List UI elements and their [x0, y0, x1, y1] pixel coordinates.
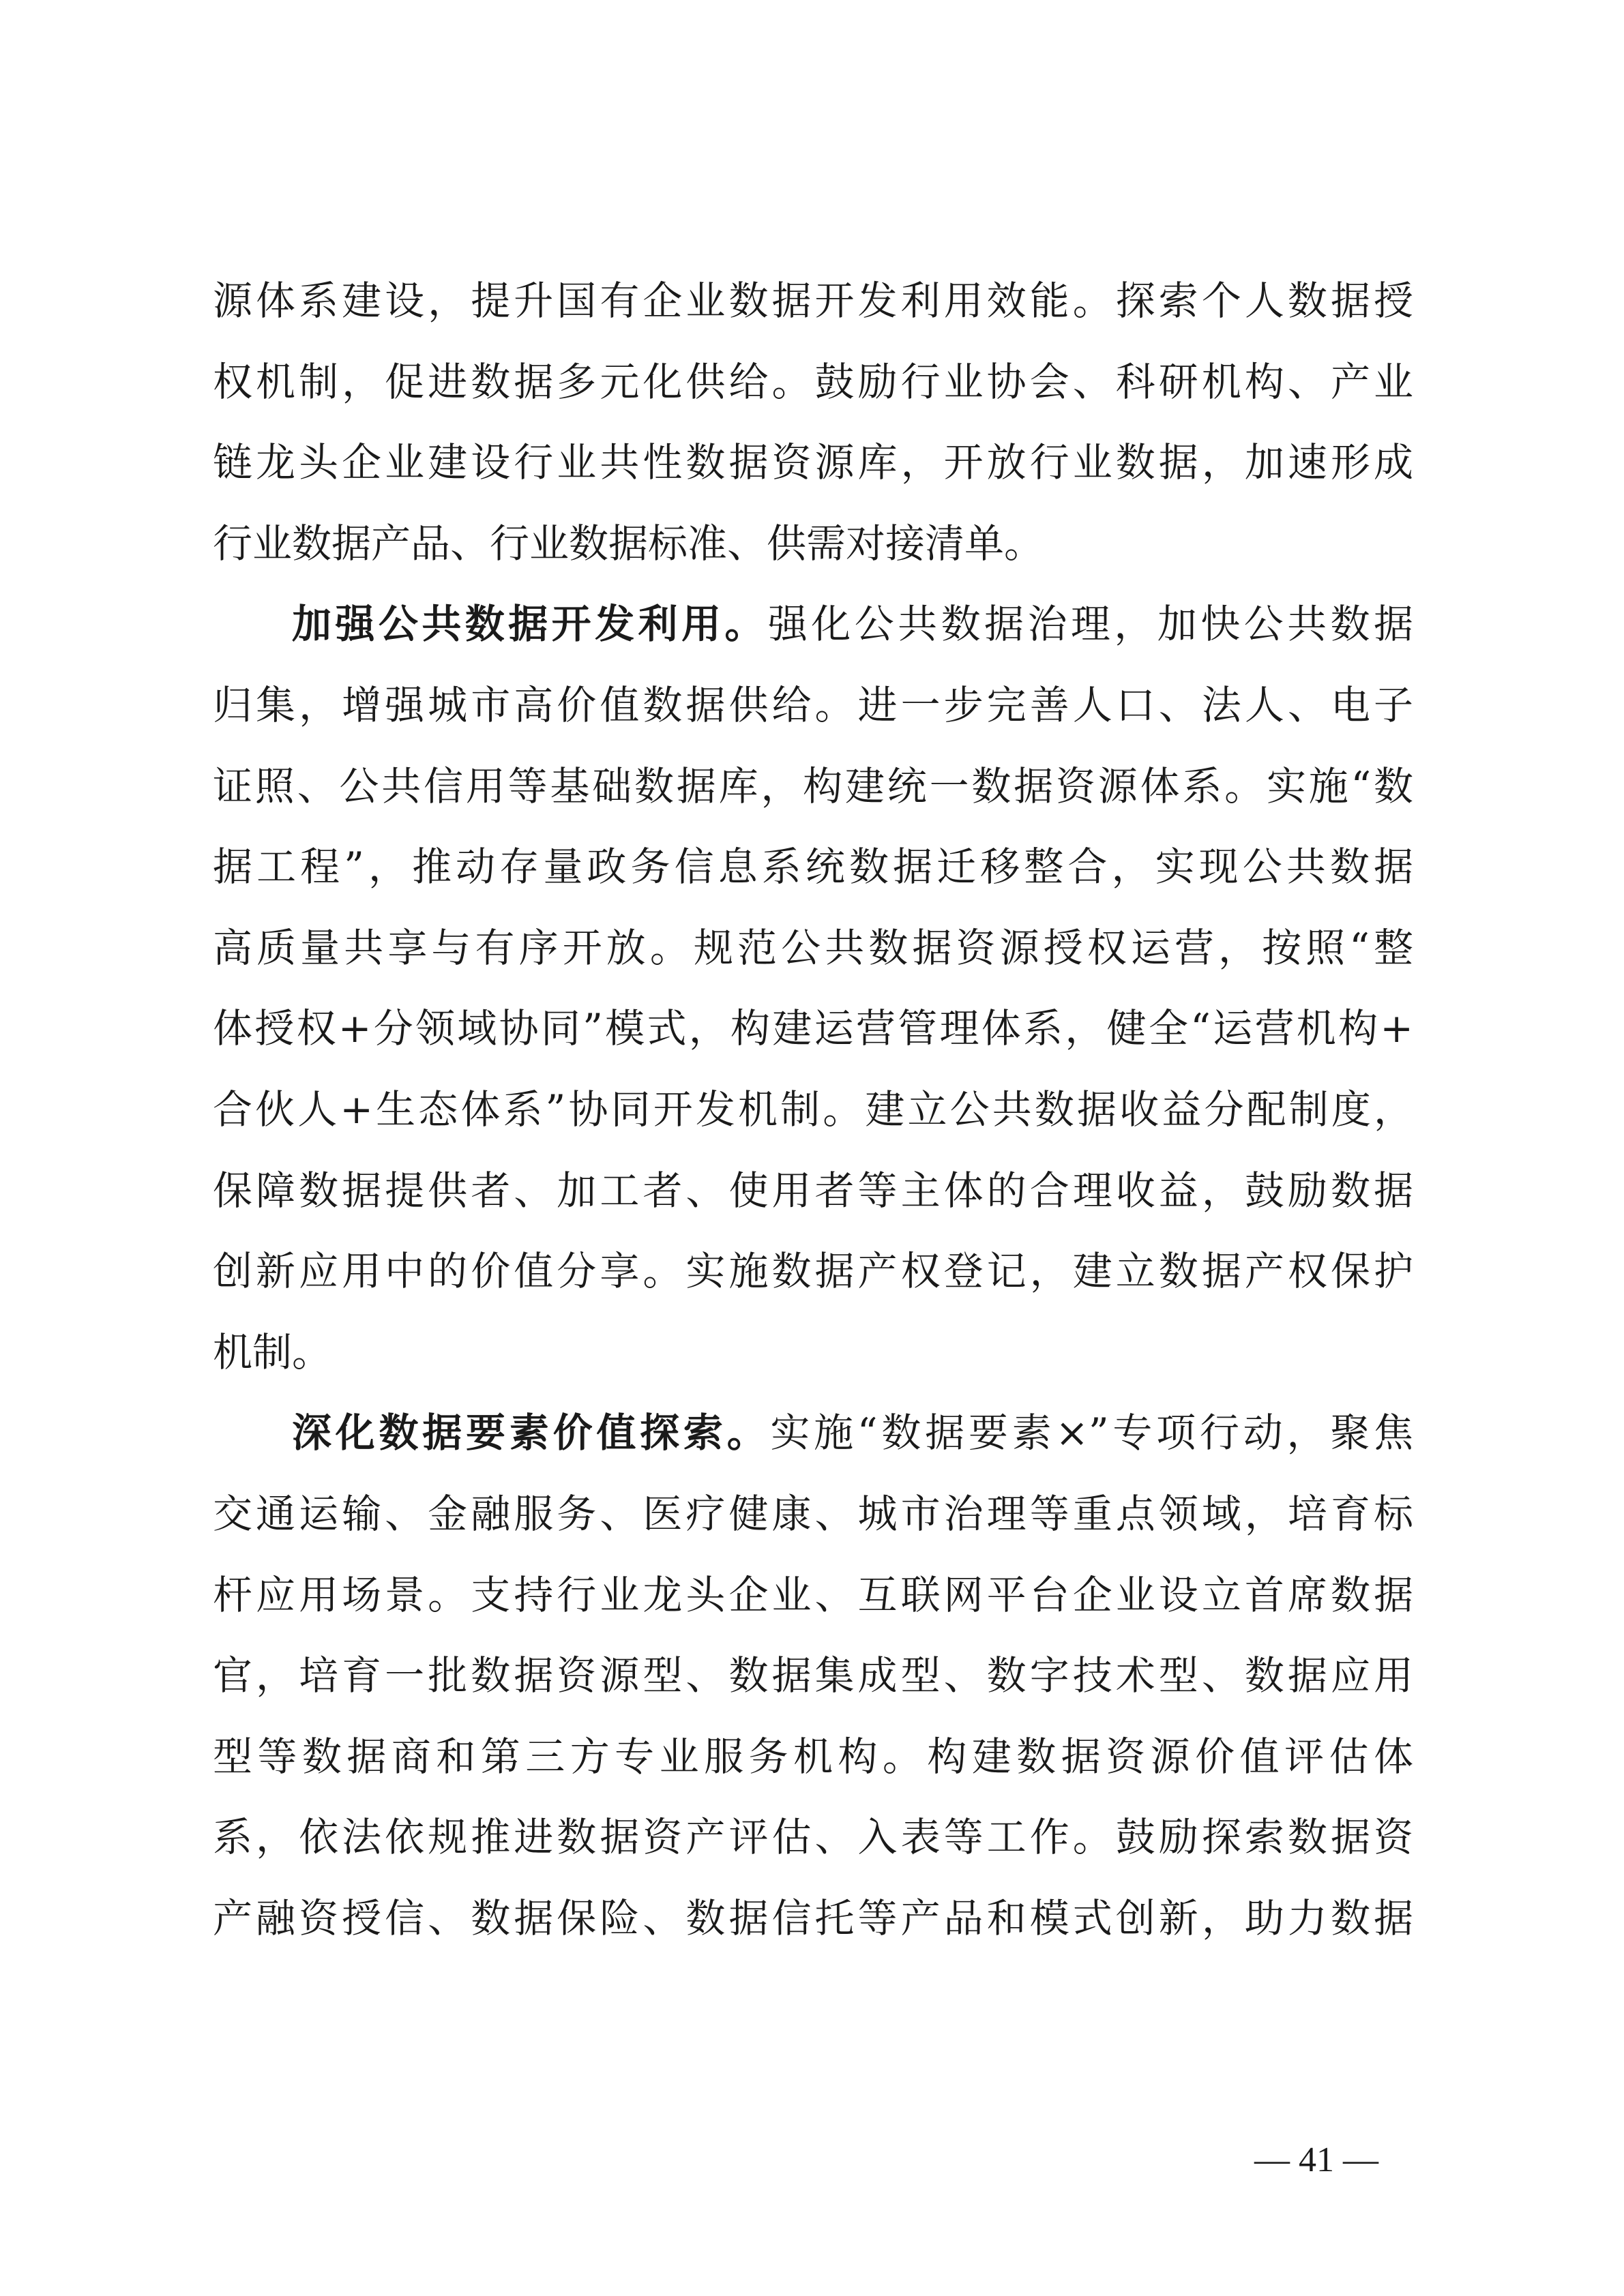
text-line — [213, 1392, 1413, 1474]
text-line: 源体系建设，提升国有企业数据开发利用效能。探索个人数据授 — [213, 278, 1413, 324]
text-run: 实施“数据要素×”专项行动，聚焦 — [770, 1410, 1413, 1457]
text-line: 型等数据商和第三方专业服务机构。构建数据资源价值评估体 — [213, 1733, 1413, 1780]
text-line: 系，依法依规推进数据资产评估、入表等工作。鼓励探索数据资 — [213, 1814, 1413, 1861]
text-line: 产融资授信、数据保险、数据信托等产品和模式创新，助力数据 — [213, 1894, 1413, 1941]
text-line: 权机制，促进数据多元化供给。鼓励行业协会、科研机构、产业 — [213, 358, 1413, 405]
paragraph-heading: 深化数据要素价值探索。 — [292, 1410, 771, 1457]
paragraph — [213, 260, 1413, 584]
text-run: 强化公共数据治理，加快公共数据 — [767, 601, 1413, 648]
text-line: 证照、公共信用等基础数据库，构建统一数据资源体系。实施“数 — [213, 762, 1413, 809]
text-line: 合伙人+生态体系”协同开发机制。建立公共数据收益分配制度， — [213, 1086, 1413, 1133]
text-line: 体授权+分领域协同”模式，构建运营管理体系，健全“运营机构+ — [213, 1005, 1413, 1052]
paragraph-heading: 加强公共数据开发利用。 — [292, 601, 768, 648]
text-line: 保障数据提供者、加工者、使用者等主体的合理收益，鼓励数据 — [213, 1167, 1413, 1214]
text-line: 杆应用场景。支持行业龙头企业、互联网平台企业设立首席数据 — [213, 1571, 1413, 1618]
text-line: 高质量共享与有序开放。规范公共数据资源授权运营，按照“整 — [213, 924, 1413, 971]
paragraph — [213, 584, 1413, 1392]
text-line: 创新应用中的价值分享。实施数据产权登记，建立数据产权保护 — [213, 1248, 1413, 1295]
text-line: 链龙头企业建设行业共性数据资源库，开放行业数据，加速形成 — [213, 439, 1413, 486]
text-line: 归集，增强城市高价值数据供给。进一步完善人口、法人、电子 — [213, 681, 1413, 728]
body-text — [213, 260, 1413, 1958]
text-line: 机制。 — [213, 1328, 332, 1375]
text-line: 交通运输、金融服务、医疗健康、城市治理等重点领域，培育标 — [213, 1490, 1413, 1537]
paragraph — [213, 1392, 1413, 1958]
text-line: 行业数据产品、行业数据标准、供需对接清单。 — [213, 520, 1044, 567]
page-number: — 41 — — [1254, 2141, 1378, 2179]
text-line: 据工程”，推动存量政务信息系统数据迁移整合，实现公共数据 — [213, 844, 1413, 891]
text-line: 官，培育一批数据资源型、数据集成型、数字技术型、数据应用 — [213, 1652, 1413, 1699]
text-line — [213, 584, 1413, 665]
